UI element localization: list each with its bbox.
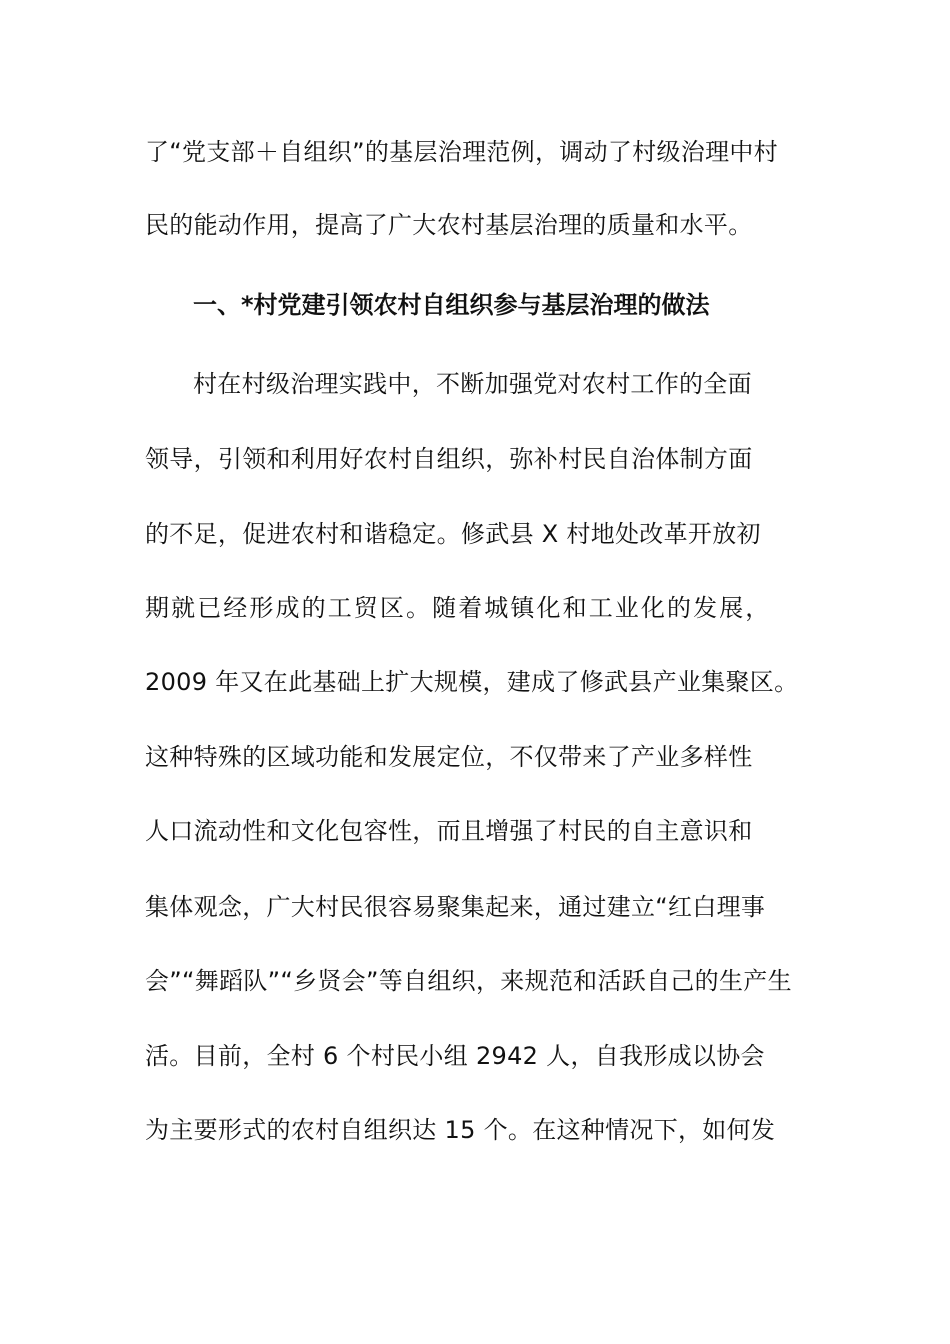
paragraph-line: 这种特殊的区域功能和发展定位，不仅带来了产业多样性 xyxy=(145,743,753,771)
paragraph-line: 活。目前，全村 6 个村民小组 2942 人，自我形成以协会 xyxy=(145,1042,765,1070)
paragraph-line: 民的能动作用，提高了广大农村基层治理的质量和水平。 xyxy=(145,211,753,239)
paragraph-line: 了“党支部＋自组织”的基层治理范例，调动了村级治理中村 xyxy=(145,138,778,166)
paragraph-line: 人口流动性和文化包容性，而且增强了村民的自主意识和 xyxy=(145,817,753,845)
paragraph-line: 会”“舞蹈队”“乡贤会”等自组织，来规范和活跃自己的生产生 xyxy=(145,967,792,995)
paragraph-line: 期就已经形成的工贸区。随着城镇化和工业化的发展， xyxy=(145,594,772,622)
paragraph-line: 集体观念，广大村民很容易聚集起来，通过建立“红白理事 xyxy=(145,893,766,921)
paragraph-line: 村在村级治理实践中，不断加强党对农村工作的全面 xyxy=(193,370,752,398)
paragraph-line: 为主要形式的农村自组织达 15 个。在这种情况下，如何发 xyxy=(145,1116,776,1144)
section-heading: 一、*村党建引领农村自组织参与基层治理的做法 xyxy=(193,291,710,319)
paragraph-line: 2009 年又在此基础上扩大规模，建成了修武县产业集聚区。 xyxy=(145,668,799,696)
paragraph-line: 的不足，促进农村和谐稳定。修武县 X 村地处改革开放初 xyxy=(145,520,761,548)
paragraph-line: 领导，引领和利用好农村自组织，弥补村民自治体制方面 xyxy=(145,445,753,473)
